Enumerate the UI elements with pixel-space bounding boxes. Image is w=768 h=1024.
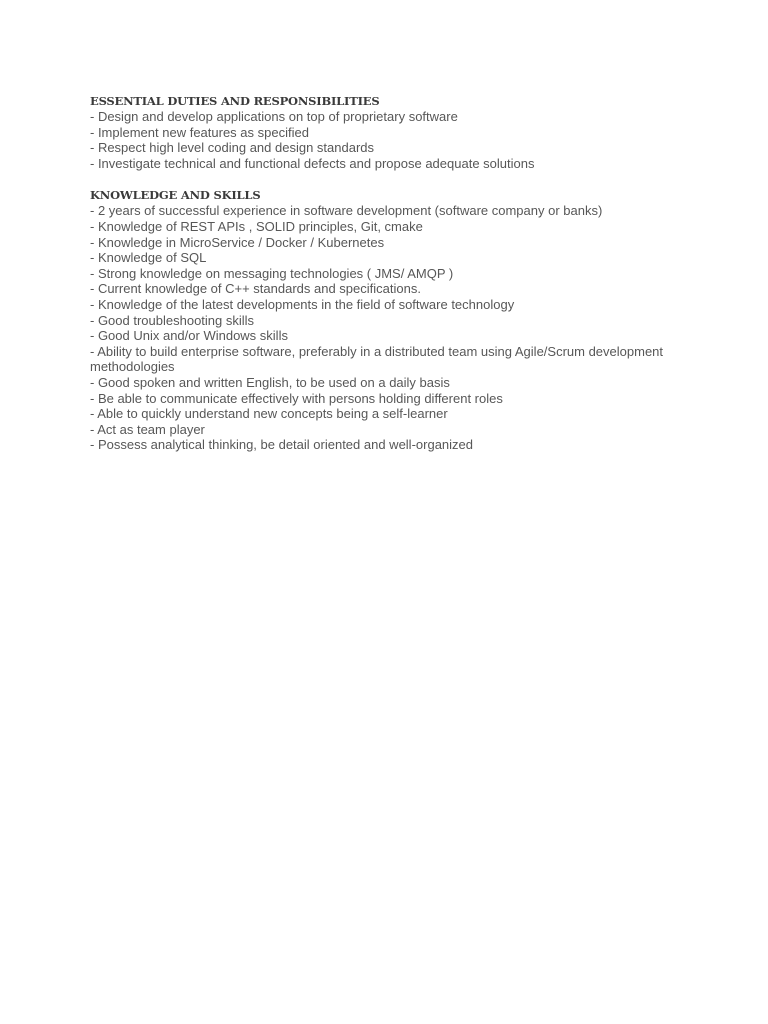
list-item: - Knowledge of REST APIs , SOLID principles, Git, cmake: [90, 218, 423, 234]
list-item: - Current knowledge of C++ standards and specifications.: [90, 281, 421, 297]
duties-heading: ESSENTIAL DUTIES AND RESPONSIBILITIES: [90, 94, 380, 108]
list-item: - Strong knowledge on messaging technologies ( JMS/ AMQP ): [90, 265, 454, 281]
list-item: - Knowledge of the latest developments in the field of software technology: [90, 296, 515, 312]
list-item: - 2 years of successful experience in software development (software company or banks): [90, 203, 603, 219]
list-item: - Be able to communicate effectively with persons holding different roles: [90, 390, 503, 406]
document-page: [90, 93, 690, 469]
duties-section: [90, 93, 690, 171]
list-item: - Ability to build enterprise software, preferably in a distributed team using Agile/Scrum development methodologies: [90, 343, 664, 375]
list-item: - Knowledge of SQL: [90, 250, 207, 266]
list-item: - Design and develop applications on top of proprietary software: [90, 109, 458, 124]
list-item: - Act as team player: [90, 421, 205, 437]
list-item: - Good Unix and/or Windows skills: [90, 328, 288, 344]
list-item: - Good spoken and written English, to be used on a daily basis: [90, 374, 450, 390]
list-item: - Respect high level coding and design standards: [90, 140, 375, 156]
skills-heading: KNOWLEDGE AND SKILLS: [90, 188, 261, 203]
list-item: - Able to quickly understand new concepts being a self-learner: [90, 406, 448, 422]
list-item: - Investigate technical and functional defects and propose adequate solutions: [90, 155, 535, 171]
duties-list: [90, 109, 690, 171]
skills-section: [90, 187, 690, 453]
skills-list: [90, 203, 690, 453]
list-item: - Knowledge in MicroService / Docker / Kubernetes: [90, 234, 385, 250]
list-item: - Good troubleshooting skills: [90, 312, 255, 328]
list-item: - Implement new features as specified: [90, 124, 309, 140]
list-item: - Possess analytical thinking, be detail oriented and well-organized: [90, 437, 473, 453]
